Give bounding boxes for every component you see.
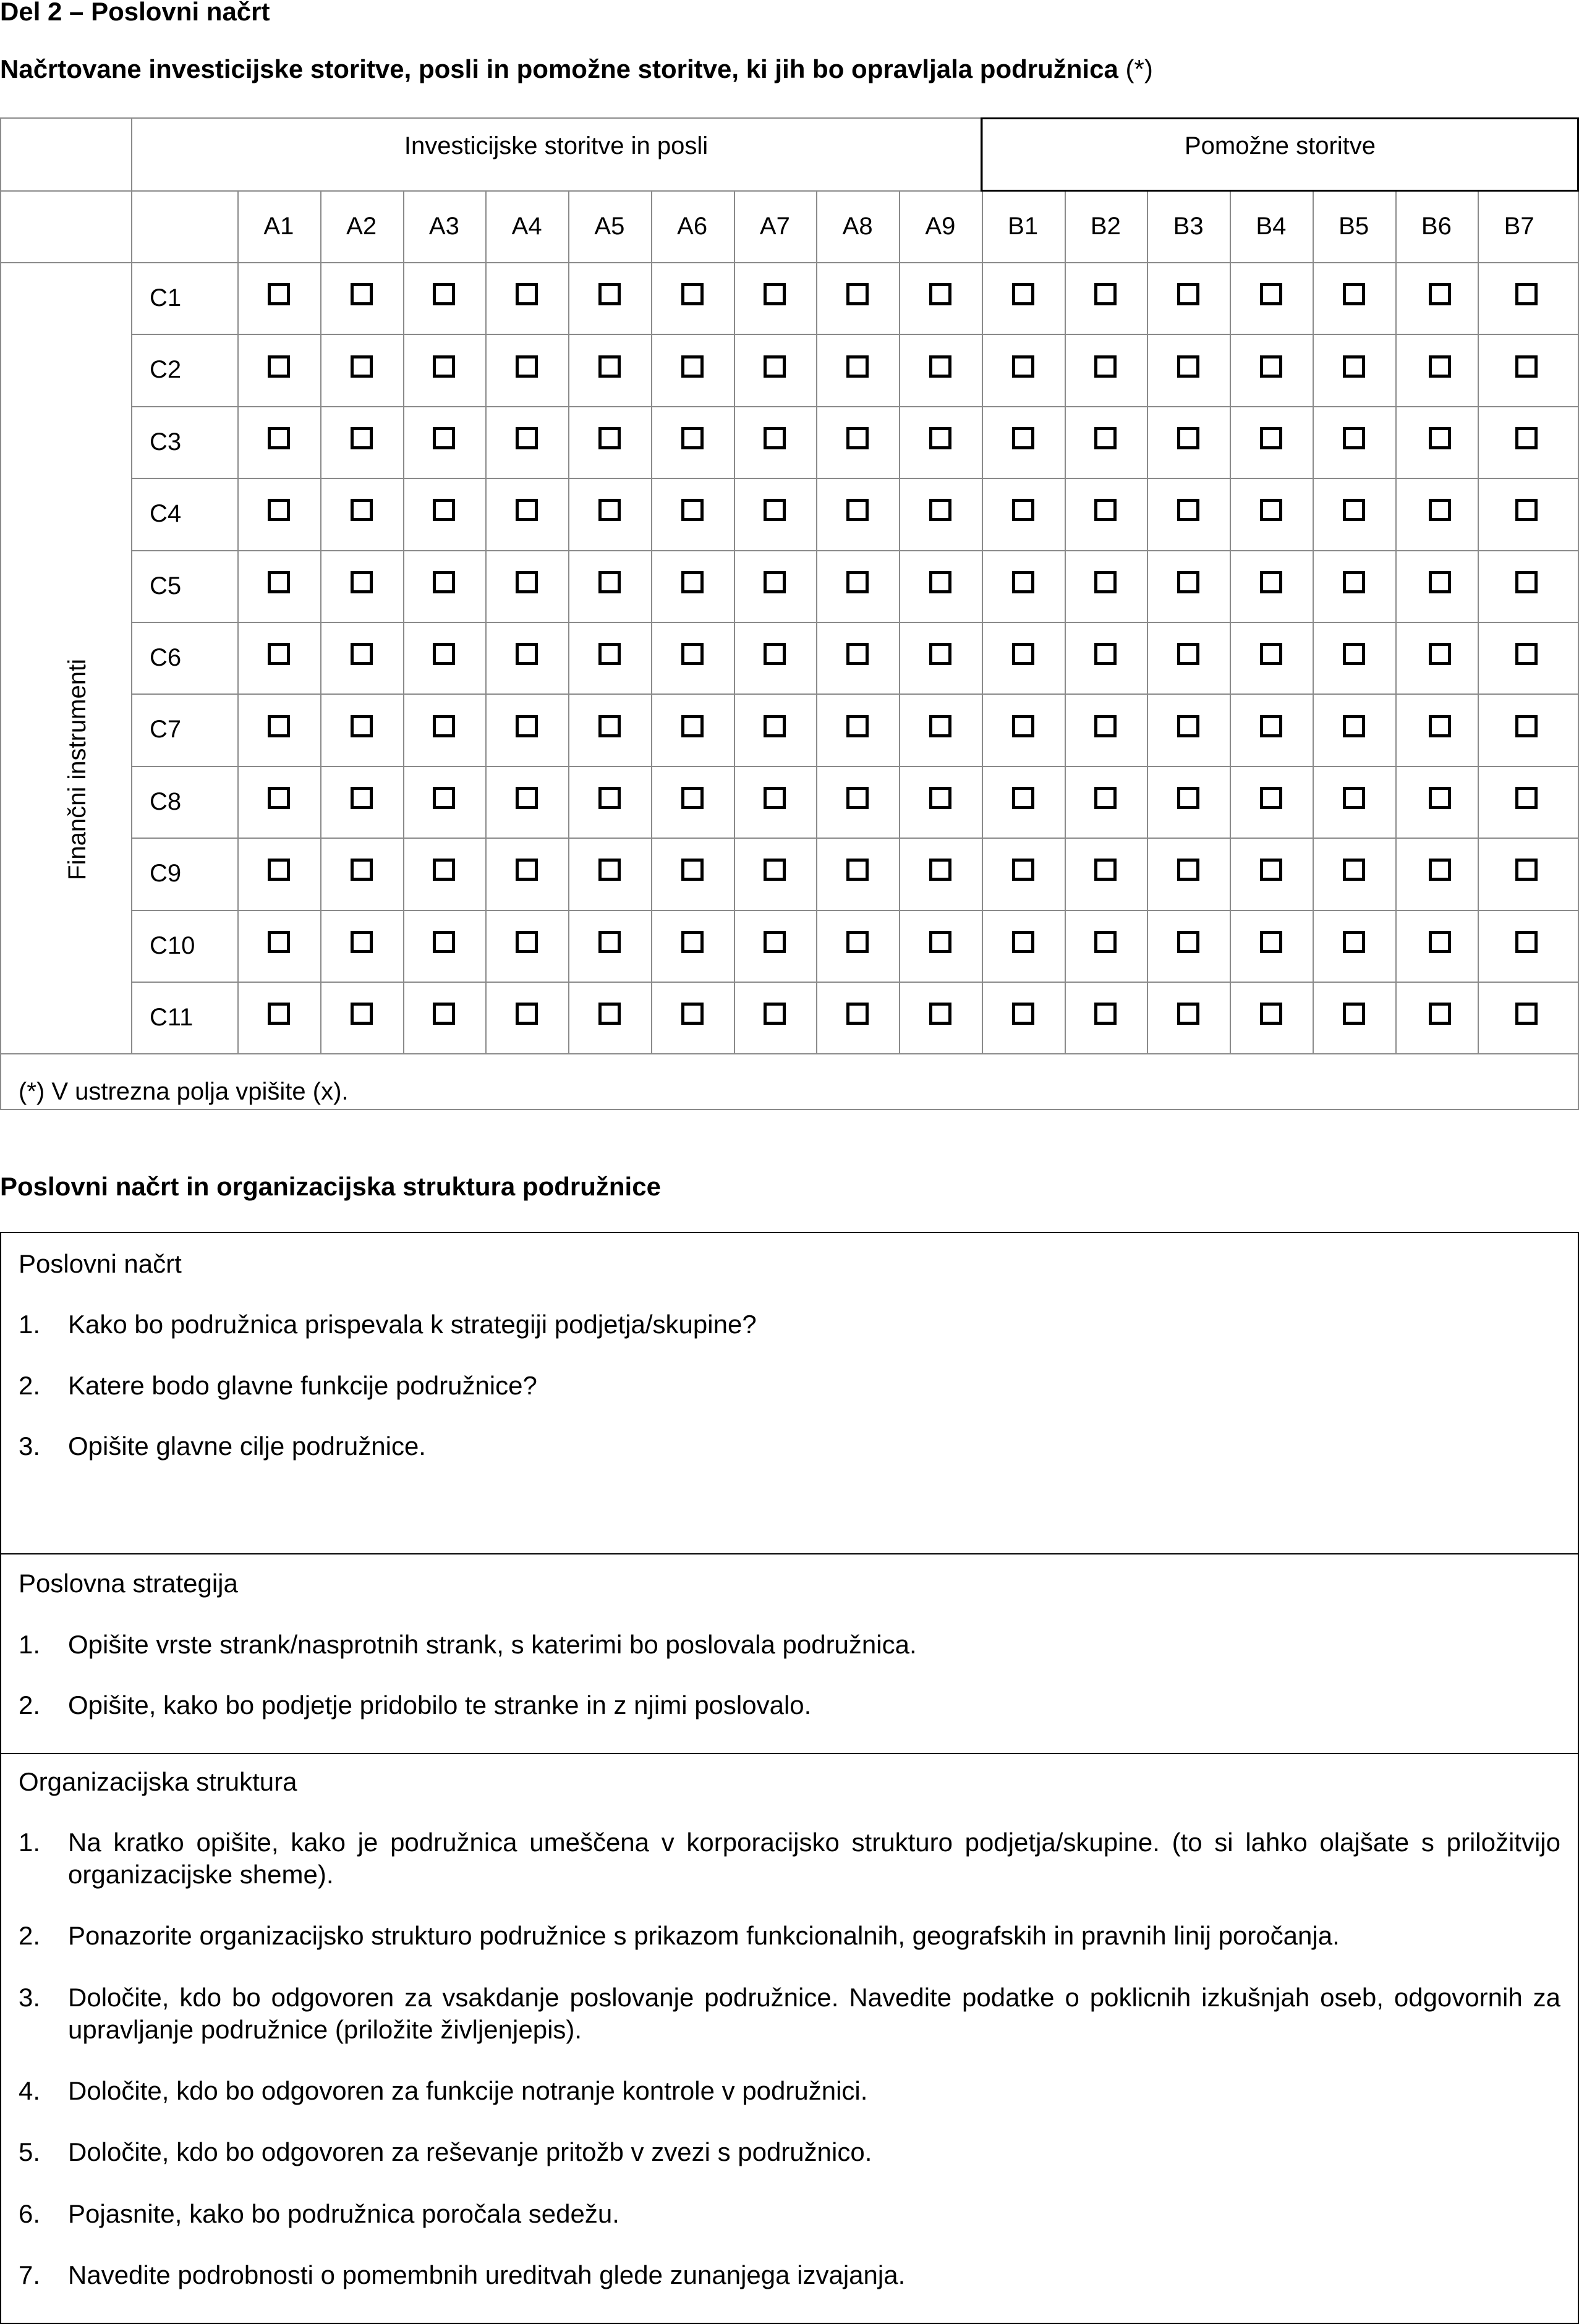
grid-line-rows-end <box>0 1053 1579 1054</box>
grid-row-line <box>131 550 1579 551</box>
checkbox-c7-a2[interactable] <box>351 715 373 737</box>
checkbox-c5-b1[interactable] <box>1012 571 1034 593</box>
checkbox-c2-b2[interactable] <box>1094 355 1117 378</box>
checkbox-c1-a8[interactable] <box>846 283 869 305</box>
checkbox-c5-a9[interactable] <box>929 571 951 593</box>
item-text: Navedite podrobnosti o pomembnih ureditvah glede zunanjega izvajanja. <box>68 2260 906 2289</box>
checkbox-c7-b6[interactable] <box>1429 715 1451 737</box>
column-header: B4 <box>1256 213 1287 240</box>
checkbox-c7-a9[interactable] <box>929 715 951 737</box>
checkbox-c6-a3[interactable] <box>433 643 455 665</box>
list-item <box>19 1308 1560 1341</box>
checkbox-c8-b4[interactable] <box>1260 787 1282 809</box>
column-header: A4 <box>511 213 542 240</box>
checkbox-c5-b6[interactable] <box>1429 571 1451 593</box>
checkbox-c8-b1[interactable] <box>1012 787 1034 809</box>
row-header: C11 <box>150 1004 194 1031</box>
checkbox-c9-a2[interactable] <box>351 859 373 881</box>
checkbox-c4-a2[interactable] <box>351 499 373 521</box>
checkbox-c11-a1[interactable] <box>268 1003 290 1025</box>
row-header: C10 <box>150 931 195 959</box>
checkbox-c4-b6[interactable] <box>1429 499 1451 521</box>
checkbox-c7-b7[interactable] <box>1515 715 1538 737</box>
checkbox-c4-b4[interactable] <box>1260 499 1282 521</box>
checkbox-c5-a8[interactable] <box>846 571 869 593</box>
checkbox-c4-a9[interactable] <box>929 499 951 521</box>
checkbox-c7-a5[interactable] <box>598 715 621 737</box>
checkbox-c4-a7[interactable] <box>764 499 786 521</box>
checkbox-c6-a7[interactable] <box>764 643 786 665</box>
block-business-plan-heading: Poslovni načrt <box>19 1249 182 1278</box>
checkbox-c2-b6[interactable] <box>1429 355 1451 378</box>
list-item <box>19 1629 1560 1661</box>
grid-row-line <box>131 334 1579 335</box>
plan-divider-1 <box>0 1553 1579 1554</box>
list-item <box>19 1826 1560 1891</box>
checkbox-c10-b1[interactable] <box>1012 931 1034 953</box>
checkbox-c6-b5[interactable] <box>1343 643 1365 665</box>
checkbox-c1-a6[interactable] <box>681 283 704 305</box>
checkbox-c2-b1[interactable] <box>1012 355 1034 378</box>
item-number: 5. <box>19 2137 41 2166</box>
ancillary-box-top <box>981 117 1579 119</box>
grid-col-line <box>899 190 900 1053</box>
column-header: A6 <box>677 213 708 240</box>
checkbox-c4-b5[interactable] <box>1343 499 1365 521</box>
item-number: 2. <box>19 1921 41 1950</box>
checkbox-c10-b7[interactable] <box>1515 931 1538 953</box>
item-text: Katere bodo glavne funkcije podružnice? <box>68 1371 537 1400</box>
checkbox-c11-b3[interactable] <box>1177 1003 1199 1025</box>
checkbox-c2-a1[interactable] <box>268 355 290 378</box>
column-header: B3 <box>1173 213 1204 240</box>
checkbox-c1-a4[interactable] <box>516 283 538 305</box>
checkbox-c9-b6[interactable] <box>1429 859 1451 881</box>
ancillary-box-left <box>981 117 982 192</box>
checkbox-c6-b7[interactable] <box>1515 643 1538 665</box>
row-header: C6 <box>150 644 182 671</box>
row-header: C4 <box>150 500 182 528</box>
checkbox-c6-b4[interactable] <box>1260 643 1282 665</box>
checkbox-c10-a1[interactable] <box>268 931 290 953</box>
checkbox-c11-b5[interactable] <box>1343 1003 1365 1025</box>
checkbox-c3-a7[interactable] <box>764 427 786 449</box>
checkbox-c7-a3[interactable] <box>433 715 455 737</box>
grid-footnote: (*) V ustrezna polja vpišite (x). <box>19 1078 349 1105</box>
checkbox-c11-a6[interactable] <box>681 1003 704 1025</box>
checkbox-c10-a2[interactable] <box>351 931 373 953</box>
plan-border-top <box>0 1232 1579 1233</box>
checkbox-c1-b1[interactable] <box>1012 283 1034 305</box>
column-header: B7 <box>1504 213 1534 240</box>
checkbox-c1-a7[interactable] <box>764 283 786 305</box>
checkbox-c10-b5[interactable] <box>1343 931 1365 953</box>
block-org-structure-heading: Organizacijska struktura <box>19 1767 297 1796</box>
checkbox-c2-a5[interactable] <box>598 355 621 378</box>
checkbox-c4-a6[interactable] <box>681 499 704 521</box>
item-text: Določite, kdo bo odgovoren za funkcije notranje kontrole v podružnici. <box>68 2076 868 2105</box>
checkbox-c11-a2[interactable] <box>351 1003 373 1025</box>
list-item <box>19 1370 1560 1402</box>
block-business-strategy-heading: Poslovna strategija <box>19 1569 238 1598</box>
checkbox-c2-a3[interactable] <box>433 355 455 378</box>
checkbox-c3-a6[interactable] <box>681 427 704 449</box>
checkbox-c6-a6[interactable] <box>681 643 704 665</box>
grid-row-line <box>131 622 1579 623</box>
checkbox-c9-a6[interactable] <box>681 859 704 881</box>
plan-divider-2 <box>0 1753 1579 1754</box>
checkbox-c9-b1[interactable] <box>1012 859 1034 881</box>
checkbox-c11-b7[interactable] <box>1515 1003 1538 1025</box>
grid-line-bottom <box>0 1109 1579 1110</box>
checkbox-c9-a5[interactable] <box>598 859 621 881</box>
group-investment-header: Investicijske storitve in posli <box>404 132 709 159</box>
checkbox-c8-a7[interactable] <box>764 787 786 809</box>
checkbox-c5-b4[interactable] <box>1260 571 1282 593</box>
part-title: Del 2 – Poslovni načrt <box>0 0 270 26</box>
checkbox-c7-b2[interactable] <box>1094 715 1117 737</box>
checkbox-c8-a5[interactable] <box>598 787 621 809</box>
item-number: 1. <box>19 1310 41 1339</box>
item-number: 7. <box>19 2260 41 2289</box>
checkbox-c3-a4[interactable] <box>516 427 538 449</box>
checkbox-c8-b3[interactable] <box>1177 787 1199 809</box>
checkbox-c4-a5[interactable] <box>598 499 621 521</box>
checkbox-c3-a5[interactable] <box>598 427 621 449</box>
checkbox-c7-b4[interactable] <box>1260 715 1282 737</box>
checkbox-c6-a5[interactable] <box>598 643 621 665</box>
checkbox-c1-b5[interactable] <box>1343 283 1365 305</box>
checkbox-c11-a5[interactable] <box>598 1003 621 1025</box>
checkbox-c10-b4[interactable] <box>1260 931 1282 953</box>
checkbox-c8-b2[interactable] <box>1094 787 1117 809</box>
checkbox-c8-a8[interactable] <box>846 787 869 809</box>
plan-section-title-text: Poslovni načrt in organizacijska struktura podružnice <box>0 1172 661 1201</box>
column-header: A2 <box>346 213 377 240</box>
checkbox-c11-b4[interactable] <box>1260 1003 1282 1025</box>
checkbox-c1-b3[interactable] <box>1177 283 1199 305</box>
checkbox-c4-a1[interactable] <box>268 499 290 521</box>
checkbox-c3-b3[interactable] <box>1177 427 1199 449</box>
list-item <box>19 2259 1560 2291</box>
checkbox-c8-a6[interactable] <box>681 787 704 809</box>
column-header: A8 <box>842 213 873 240</box>
grid-col-line <box>1313 190 1314 1053</box>
checkbox-c11-b2[interactable] <box>1094 1003 1117 1025</box>
checkbox-c11-a3[interactable] <box>433 1003 455 1025</box>
checkbox-c9-a3[interactable] <box>433 859 455 881</box>
row-header: C5 <box>150 572 182 600</box>
item-number: 2. <box>19 1371 41 1400</box>
checkbox-c5-a5[interactable] <box>598 571 621 593</box>
checkbox-c6-a8[interactable] <box>846 643 869 665</box>
item-text: Pojasnite, kako bo podružnica poročala sedežu. <box>68 2199 619 2228</box>
checkbox-c4-a3[interactable] <box>433 499 455 521</box>
checkbox-c5-a4[interactable] <box>516 571 538 593</box>
checkbox-c8-a3[interactable] <box>433 787 455 809</box>
item-text: Določite, kdo bo odgovoren za vsakdanje poslovanje podružnice. Navedite podatke o poklicnih izkušnjah oseb, odgovornih za upravljanje podružnice (priložite življenjepis). <box>68 1983 1560 2044</box>
item-number: 4. <box>19 2076 41 2105</box>
column-header: B1 <box>1008 213 1039 240</box>
grid-col-line <box>816 190 817 1053</box>
checkbox-c3-b1[interactable] <box>1012 427 1034 449</box>
grid-section-title-suffix: (*) <box>1118 54 1153 83</box>
checkbox-c4-b3[interactable] <box>1177 499 1199 521</box>
grid-col-line <box>320 190 321 1053</box>
checkbox-c8-a1[interactable] <box>268 787 290 809</box>
checkbox-c10-a5[interactable] <box>598 931 621 953</box>
checkbox-c6-a4[interactable] <box>516 643 538 665</box>
list-item <box>19 1982 1560 2046</box>
checkbox-c5-a7[interactable] <box>764 571 786 593</box>
checkbox-c1-b6[interactable] <box>1429 283 1451 305</box>
checkbox-c11-a9[interactable] <box>929 1003 951 1025</box>
checkbox-c8-a4[interactable] <box>516 787 538 809</box>
column-header: B6 <box>1421 213 1452 240</box>
checkbox-c1-b7[interactable] <box>1515 283 1538 305</box>
list-item <box>19 1920 1560 1952</box>
grid-col-line <box>485 190 487 1053</box>
column-header: A7 <box>759 213 790 240</box>
checkbox-c11-b1[interactable] <box>1012 1003 1034 1025</box>
checkbox-c4-b2[interactable] <box>1094 499 1117 521</box>
checkbox-c5-a3[interactable] <box>433 571 455 593</box>
checkbox-c8-a9[interactable] <box>929 787 951 809</box>
checkbox-c3-a1[interactable] <box>268 427 290 449</box>
item-text: Opišite vrste strank/nasprotnih strank, s katerimi bo poslovala podružnica. <box>68 1630 917 1659</box>
grid-col-line <box>734 190 735 1053</box>
item-number: 2. <box>19 1690 41 1720</box>
item-text: Opišite, kako bo podjetje pridobilo te stranke in z njimi poslovalo. <box>68 1690 812 1720</box>
grid-line-left <box>0 117 1 1110</box>
checkbox-c11-b6[interactable] <box>1429 1003 1451 1025</box>
checkbox-c6-b1[interactable] <box>1012 643 1034 665</box>
checkbox-c10-a4[interactable] <box>516 931 538 953</box>
checkbox-c9-a8[interactable] <box>846 859 869 881</box>
grid-row-line <box>131 982 1579 983</box>
checkbox-c10-a9[interactable] <box>929 931 951 953</box>
grid-row-line <box>131 838 1579 839</box>
checkbox-c10-b2[interactable] <box>1094 931 1117 953</box>
checkbox-c4-b7[interactable] <box>1515 499 1538 521</box>
column-header: A1 <box>263 213 294 240</box>
checkbox-c3-b4[interactable] <box>1260 427 1282 449</box>
checkbox-c11-a4[interactable] <box>516 1003 538 1025</box>
checkbox-c2-a9[interactable] <box>929 355 951 378</box>
grid-line-col-label <box>131 117 132 1053</box>
checkbox-c6-b6[interactable] <box>1429 643 1451 665</box>
checkbox-c9-a4[interactable] <box>516 859 538 881</box>
column-header: A3 <box>428 213 459 240</box>
grid-col-line <box>651 190 652 1053</box>
checkbox-c3-b5[interactable] <box>1343 427 1365 449</box>
checkbox-c9-a7[interactable] <box>764 859 786 881</box>
checkbox-c7-a8[interactable] <box>846 715 869 737</box>
checkbox-c2-a4[interactable] <box>516 355 538 378</box>
checkbox-c7-b1[interactable] <box>1012 715 1034 737</box>
checkbox-c9-b7[interactable] <box>1515 859 1538 881</box>
checkbox-c10-a7[interactable] <box>764 931 786 953</box>
list-item <box>19 2075 1560 2107</box>
checkbox-c10-a8[interactable] <box>846 931 869 953</box>
grid-col-line <box>1230 190 1231 1053</box>
checkbox-c6-a2[interactable] <box>351 643 373 665</box>
item-text: Kako bo podružnica prispevala k strategiji podjetja/skupine? <box>68 1310 757 1339</box>
checkbox-c1-b4[interactable] <box>1260 283 1282 305</box>
column-header: B2 <box>1090 213 1121 240</box>
checkbox-c11-a8[interactable] <box>846 1003 869 1025</box>
checkbox-c3-a9[interactable] <box>929 427 951 449</box>
row-header: C2 <box>150 356 182 384</box>
checkbox-c3-b2[interactable] <box>1094 427 1117 449</box>
checkbox-c1-a5[interactable] <box>598 283 621 305</box>
checkbox-c10-a6[interactable] <box>681 931 704 953</box>
checkbox-c4-a8[interactable] <box>846 499 869 521</box>
plan-section-title <box>0 1172 661 1202</box>
grid-col-line <box>403 190 404 1053</box>
checkbox-c5-b3[interactable] <box>1177 571 1199 593</box>
grid-col-line <box>1147 190 1148 1053</box>
checkbox-c2-b3[interactable] <box>1177 355 1199 378</box>
group-ancillary-header: Pomožne storitve <box>1184 132 1376 159</box>
checkbox-c10-a3[interactable] <box>433 931 455 953</box>
checkbox-c10-b3[interactable] <box>1177 931 1199 953</box>
checkbox-c9-b4[interactable] <box>1260 859 1282 881</box>
checkbox-c2-a7[interactable] <box>764 355 786 378</box>
checkbox-c7-a7[interactable] <box>764 715 786 737</box>
grid-row-line <box>131 693 1579 695</box>
checkbox-c8-b6[interactable] <box>1429 787 1451 809</box>
checkbox-c5-a1[interactable] <box>268 571 290 593</box>
row-header: C7 <box>150 716 182 744</box>
checkbox-c7-a6[interactable] <box>681 715 704 737</box>
grid-col-line <box>1395 190 1397 1053</box>
checkbox-c2-a8[interactable] <box>846 355 869 378</box>
checkbox-c4-a4[interactable] <box>516 499 538 521</box>
grid-row-line <box>131 478 1579 479</box>
grid-line-col-rows <box>237 190 239 1053</box>
item-number: 1. <box>19 1630 41 1659</box>
checkbox-c2-a6[interactable] <box>681 355 704 378</box>
checkbox-c7-b3[interactable] <box>1177 715 1199 737</box>
item-number: 3. <box>19 1431 41 1461</box>
list-item <box>19 1689 1560 1721</box>
column-header: A9 <box>925 213 956 240</box>
checkbox-c2-b5[interactable] <box>1343 355 1365 378</box>
checkbox-c2-b7[interactable] <box>1515 355 1538 378</box>
checkbox-c1-a2[interactable] <box>351 283 373 305</box>
row-header: C9 <box>150 860 182 888</box>
checkbox-c7-b5[interactable] <box>1343 715 1365 737</box>
checkbox-c9-b5[interactable] <box>1343 859 1365 881</box>
row-header: C3 <box>150 428 182 456</box>
checkbox-c3-a2[interactable] <box>351 427 373 449</box>
grid-col-line <box>1065 190 1066 1053</box>
checkbox-c2-a2[interactable] <box>351 355 373 378</box>
checkbox-c8-a2[interactable] <box>351 787 373 809</box>
row-header: C1 <box>150 284 182 312</box>
row-header: C8 <box>150 787 182 815</box>
services-instruments-grid <box>0 117 1579 1110</box>
grid-row-line <box>131 910 1579 911</box>
checkbox-c5-b7[interactable] <box>1515 571 1538 593</box>
checkbox-c10-b6[interactable] <box>1429 931 1451 953</box>
grid-section-title <box>0 54 1153 84</box>
checkbox-c3-a3[interactable] <box>433 427 455 449</box>
grid-section-title-main: Načrtovane investicijske storitve, posli in pomožne storitve, ki jih bo opravljala podružnica <box>0 54 1118 83</box>
item-number: 3. <box>19 1983 41 2012</box>
checkbox-c5-b2[interactable] <box>1094 571 1117 593</box>
column-header: A5 <box>594 213 625 240</box>
checkbox-c9-a9[interactable] <box>929 859 951 881</box>
checkbox-c3-b6[interactable] <box>1429 427 1451 449</box>
checkbox-c8-b7[interactable] <box>1515 787 1538 809</box>
item-text: Določite, kdo bo odgovoren za reševanje pritožb v zvezi s podružnico. <box>68 2137 872 2166</box>
checkbox-c7-a4[interactable] <box>516 715 538 737</box>
checkbox-c3-b7[interactable] <box>1515 427 1538 449</box>
checkbox-c1-a1[interactable] <box>268 283 290 305</box>
grid-col-line <box>1478 190 1479 1053</box>
financial-instruments-label: Finančni instrumenti <box>64 659 91 880</box>
checkbox-c3-a8[interactable] <box>846 427 869 449</box>
checkbox-c6-b3[interactable] <box>1177 643 1199 665</box>
column-header: B5 <box>1339 213 1369 240</box>
checkbox-c6-a1[interactable] <box>268 643 290 665</box>
grid-row-line <box>131 406 1579 407</box>
list-item <box>19 2198 1560 2230</box>
item-number: 1. <box>19 1828 41 1857</box>
checkbox-c9-b3[interactable] <box>1177 859 1199 881</box>
checkbox-c7-a1[interactable] <box>268 715 290 737</box>
checkbox-c5-a2[interactable] <box>351 571 373 593</box>
item-text: Ponazorite organizacijsko strukturo podružnice s prikazom funkcionalnih, geografskih in pravnih linij poročanja. <box>68 1921 1340 1950</box>
checkbox-c6-a9[interactable] <box>929 643 951 665</box>
checkbox-c6-b2[interactable] <box>1094 643 1117 665</box>
checkbox-c9-a1[interactable] <box>268 859 290 881</box>
item-number: 6. <box>19 2199 41 2228</box>
grid-row-line <box>131 766 1579 767</box>
list-item <box>19 1430 1560 1462</box>
checkbox-c2-b4[interactable] <box>1260 355 1282 378</box>
checkbox-c1-a3[interactable] <box>433 283 455 305</box>
checkbox-c9-b2[interactable] <box>1094 859 1117 881</box>
checkbox-c11-a7[interactable] <box>764 1003 786 1025</box>
plan-border-left <box>0 1232 1 2324</box>
checkbox-c5-b5[interactable] <box>1343 571 1365 593</box>
list-item <box>19 2136 1560 2168</box>
checkbox-c4-b1[interactable] <box>1012 499 1034 521</box>
checkbox-c1-a9[interactable] <box>929 283 951 305</box>
checkbox-c5-a6[interactable] <box>681 571 704 593</box>
checkbox-c8-b5[interactable] <box>1343 787 1365 809</box>
grid-col-line <box>568 190 569 1053</box>
item-text: Opišite glavne cilje podružnice. <box>68 1431 426 1461</box>
item-text: Na kratko opišite, kako je podružnica umeščena v korporacijsko strukturo podjetja/skupine. (to si lahko olajšate s priložitvijo organizacijske sheme). <box>68 1828 1560 1889</box>
checkbox-c1-b2[interactable] <box>1094 283 1117 305</box>
business-plan-box <box>0 1232 1579 2324</box>
